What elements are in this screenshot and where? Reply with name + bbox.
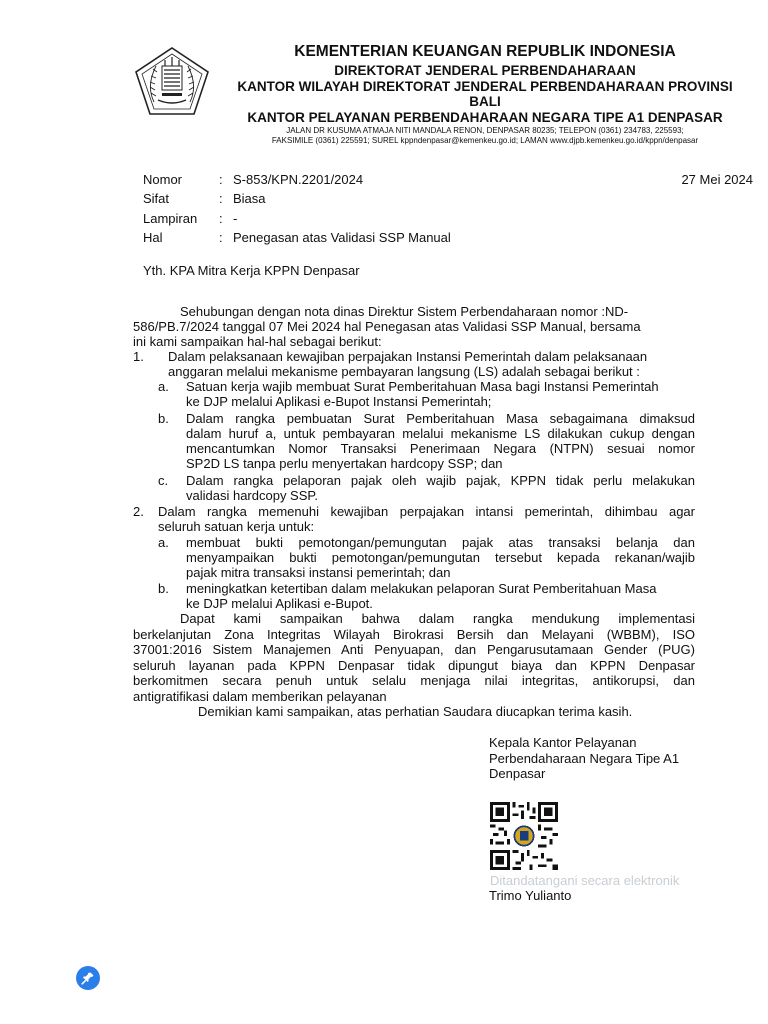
- closing-line: berkelanjutan Zona Integritas Wilayah Birokrasi Bersih dan Melayani (WBBM), ISO: [133, 627, 695, 642]
- colon: :: [219, 230, 223, 245]
- list-marker: b.: [158, 581, 169, 596]
- list-marker: a.: [158, 535, 169, 550]
- intro-line: Sehubungan dengan nota dinas Direktur Sistem Perbendaharaan nomor :ND-: [180, 304, 629, 319]
- closing-line: 37001:2016 Sistem Manajemen Anti Penyuapan, dan Pengarusutamaan Gender (PUG): [133, 642, 695, 657]
- sifat-value: Biasa: [233, 191, 266, 206]
- intro-line: ini kami sampaikan hal-hal sebagai berikut:: [133, 334, 382, 349]
- point1c-line: Dalam rangka pelaporan pajak oleh wajib pajak, KPPN tidak perlu melakukan: [186, 473, 695, 488]
- closing-line: berkomitmen secara penuh untuk selalu menjaga nilai integritas, antikorupsi, dan: [133, 673, 695, 688]
- point2a-line: pajak mitra transaksi instansi pemerintah; dan: [186, 565, 451, 580]
- list-number: 2.: [133, 504, 144, 519]
- point1b-line: mencantumkan Nomor Transaksi Penerimaan Negara (NTPN) sesuai nomor: [186, 441, 695, 456]
- letterhead-regional-office: KANTOR WILAYAH DIREKTORAT JENDERAL PERBENDAHARAAN PROVINSI: [237, 79, 733, 94]
- hal-value: Penegasan atas Validasi SSP Manual: [233, 230, 451, 245]
- lampiran-label: Lampiran: [143, 211, 198, 226]
- point1-line: Dalam pelaksanaan kewajiban perpajakan Instansi Pemerintah dalam pelaksanaan: [168, 349, 648, 364]
- point2-line: seluruh satuan kerja untuk:: [158, 519, 315, 534]
- colon: :: [219, 172, 223, 187]
- electronic-signature-note: Ditandatangani secara elektronik: [490, 873, 680, 888]
- letterhead-office: KANTOR PELAYANAN PERBENDAHARAAN NEGARA TIPE A1 DENPASAR: [247, 110, 723, 125]
- list-number: 1.: [133, 349, 144, 364]
- point1b-line: SP2D LS tanpa perlu menyertakan hardcopy SSP; dan: [186, 456, 503, 471]
- letterhead-province: BALI: [469, 94, 501, 109]
- signer-title: Perbendaharaan Negara Tipe A1: [489, 751, 680, 766]
- letterhead-ministry: KEMENTERIAN KEUANGAN REPUBLIK INDONESIA: [294, 43, 676, 60]
- kemenkeu-emblem-icon: [132, 46, 212, 118]
- point1b-line: dalam huruf a, untuk pembayaran melalui mekanisme LS dilakukan cukup dengan: [186, 426, 695, 441]
- colon: :: [219, 191, 223, 206]
- point1b-line: Dalam rangka pembuatan Surat Pemberitahuan Masa sebagaimana dimaksud: [186, 411, 695, 426]
- letterhead-directorate: DIREKTORAT JENDERAL PERBENDAHARAAN: [334, 63, 636, 78]
- closing-line: seluruh layanan pada KPPN Denpasar tidak dipungut biaya dan KPPN Denpasar: [133, 658, 695, 673]
- list-marker: b.: [158, 411, 169, 426]
- thanks-line: Demikian kami sampaikan, atas perhatian Saudara diucapkan terima kasih.: [198, 704, 633, 719]
- qr-code-icon: [488, 802, 560, 870]
- pin-tool-button[interactable]: [76, 966, 100, 990]
- point1c-line: validasi hardcopy SSP.: [186, 488, 319, 503]
- signer-title: Denpasar: [489, 766, 546, 781]
- colon: :: [219, 211, 223, 226]
- nomor-label: Nomor: [143, 172, 183, 187]
- recipient: Yth. KPA Mitra Kerja KPPN Denpasar: [143, 263, 360, 278]
- closing-line: antigratifikasi dalam memberikan pelayanan: [133, 689, 387, 704]
- list-marker: a.: [158, 379, 169, 394]
- closing-line: Dapat kami sampaikan bahwa dalam rangka mendukung implementasi: [180, 611, 695, 626]
- point2a-line: membuat bukti pemotongan/pemungutan pajak atas transaksi belanja dan: [186, 535, 695, 550]
- sifat-label: Sifat: [143, 191, 170, 206]
- point1a-line: Satuan kerja wajib membuat Surat Pemberitahuan Masa bagi Instansi Pemerintah: [186, 379, 659, 394]
- list-marker: c.: [158, 473, 169, 488]
- signer-name: Trimo Yulianto: [489, 888, 572, 903]
- letterhead-address: JALAN DR KUSUMA ATMAJA NITI MANDALA RENON, DENPASAR 80235; TELEPON (0361) 234783, 225593;: [286, 126, 684, 135]
- lampiran-value: -: [233, 211, 238, 226]
- point2b-line: ke DJP melalui Aplikasi e-Bupot.: [186, 596, 373, 611]
- intro-line: 586/PB.7/2024 tanggal 07 Mei 2024 hal Penegasan atas Validasi SSP Manual, bersama: [133, 319, 641, 334]
- letterhead-contact: FAKSIMILE (0361) 225591; SUREL kppndenpasar@kemenkeu.go.id; LAMAN www.djpb.kemenkeu.go.id/kppn/denpasar: [271, 136, 699, 145]
- point2b-line: meningkatkan ketertiban dalam melakukan pelaporan Surat Pemberitahuan Masa: [186, 581, 657, 596]
- point2-line: Dalam rangka memenuhi kewajiban perpajakan intansi pemerintah, dihimbau agar: [158, 504, 695, 519]
- point1-line: anggaran melalui mekanisme pembayaran langsung (LS) adalah sebagai berikut :: [168, 364, 640, 379]
- hal-label: Hal: [143, 230, 163, 245]
- nomor-value: S-853/KPN.2201/2024: [233, 172, 364, 187]
- letter-date: 27 Mei 2024: [681, 172, 753, 187]
- pin-tool-icon: [76, 966, 100, 990]
- signer-title: Kepala Kantor Pelayanan: [489, 735, 637, 750]
- point2a-line: menyampaikan bukti pemotongan/pemungutan tersebut kepada rekanan/wajib: [186, 550, 695, 565]
- point1a-line: ke DJP melalui Aplikasi e-Bupot Instansi Pemerintah;: [186, 394, 492, 409]
